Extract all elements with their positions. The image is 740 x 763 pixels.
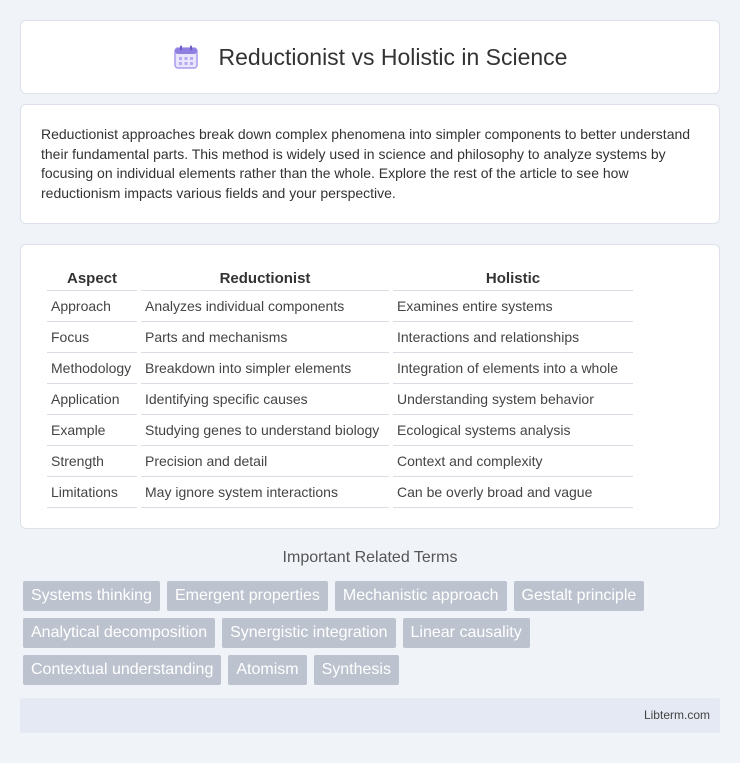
header-holistic: Holistic <box>393 265 633 291</box>
cell-reductionist: May ignore system interactions <box>141 477 389 508</box>
table-row <box>47 415 633 446</box>
cell-holistic: Integration of elements into a whole <box>393 353 633 384</box>
term-tag[interactable]: Systems thinking <box>23 581 160 611</box>
related-terms <box>23 581 723 692</box>
page-title: Reductionist vs Holistic in Science <box>218 43 568 70</box>
cell-holistic: Examines entire systems <box>393 291 633 322</box>
cell-aspect: Approach <box>47 291 137 322</box>
calendar-icon <box>173 44 199 70</box>
term-tag[interactable]: Linear causality <box>403 618 530 648</box>
cell-holistic: Understanding system behavior <box>393 384 633 415</box>
comparison-card <box>20 244 720 529</box>
term-tag[interactable]: Gestalt principle <box>514 581 645 611</box>
table-row <box>47 322 633 353</box>
cell-reductionist: Studying genes to understand biology <box>141 415 389 446</box>
term-tag[interactable]: Contextual understanding <box>23 655 221 685</box>
term-tag[interactable]: Analytical decomposition <box>23 618 215 648</box>
term-row <box>23 618 723 648</box>
related-terms-title: Important Related Terms <box>282 549 458 566</box>
cell-aspect: Limitations <box>47 477 137 508</box>
term-tag[interactable]: Synergistic integration <box>222 618 395 648</box>
table-row <box>47 446 633 477</box>
term-tag[interactable]: Mechanistic approach <box>335 581 507 611</box>
intro-card <box>20 104 720 224</box>
term-row <box>23 655 723 685</box>
cell-holistic: Ecological systems analysis <box>393 415 633 446</box>
cell-holistic: Interactions and relationships <box>393 322 633 353</box>
title-card <box>20 20 720 94</box>
term-tag[interactable]: Synthesis <box>314 655 399 685</box>
cell-reductionist: Breakdown into simpler elements <box>141 353 389 384</box>
table-header-row <box>47 265 633 291</box>
intro-text: Reductionist approaches break down complex phenomena into simpler components to better understand their fundamental parts. This method is widely used in science and philosophy to analyze systems by focusing on individual elements rather than the whole. Explore the rest of the article to see how reductionism impacts various fields and your perspective. <box>41 126 691 201</box>
term-tag[interactable]: Emergent properties <box>167 581 328 611</box>
cell-aspect: Focus <box>47 322 137 353</box>
cell-reductionist: Identifying specific causes <box>141 384 389 415</box>
footer <box>20 698 720 733</box>
table-row <box>47 477 633 508</box>
cell-aspect: Application <box>47 384 137 415</box>
table-row <box>47 384 633 415</box>
header-aspect: Aspect <box>47 265 137 291</box>
cell-aspect: Example <box>47 415 137 446</box>
term-tag[interactable]: Atomism <box>228 655 306 685</box>
cell-reductionist: Precision and detail <box>141 446 389 477</box>
cell-reductionist: Parts and mechanisms <box>141 322 389 353</box>
cell-holistic: Context and complexity <box>393 446 633 477</box>
cell-aspect: Strength <box>47 446 137 477</box>
footer-site-link[interactable]: Libterm.com <box>643 708 710 722</box>
cell-aspect: Methodology <box>47 353 137 384</box>
comparison-table <box>43 265 637 508</box>
cell-reductionist: Analyzes individual components <box>141 291 389 322</box>
table-row <box>47 353 633 384</box>
header-reductionist: Reductionist <box>141 265 389 291</box>
table-row <box>47 291 633 322</box>
cell-holistic: Can be overly broad and vague <box>393 477 633 508</box>
term-row <box>23 581 723 611</box>
